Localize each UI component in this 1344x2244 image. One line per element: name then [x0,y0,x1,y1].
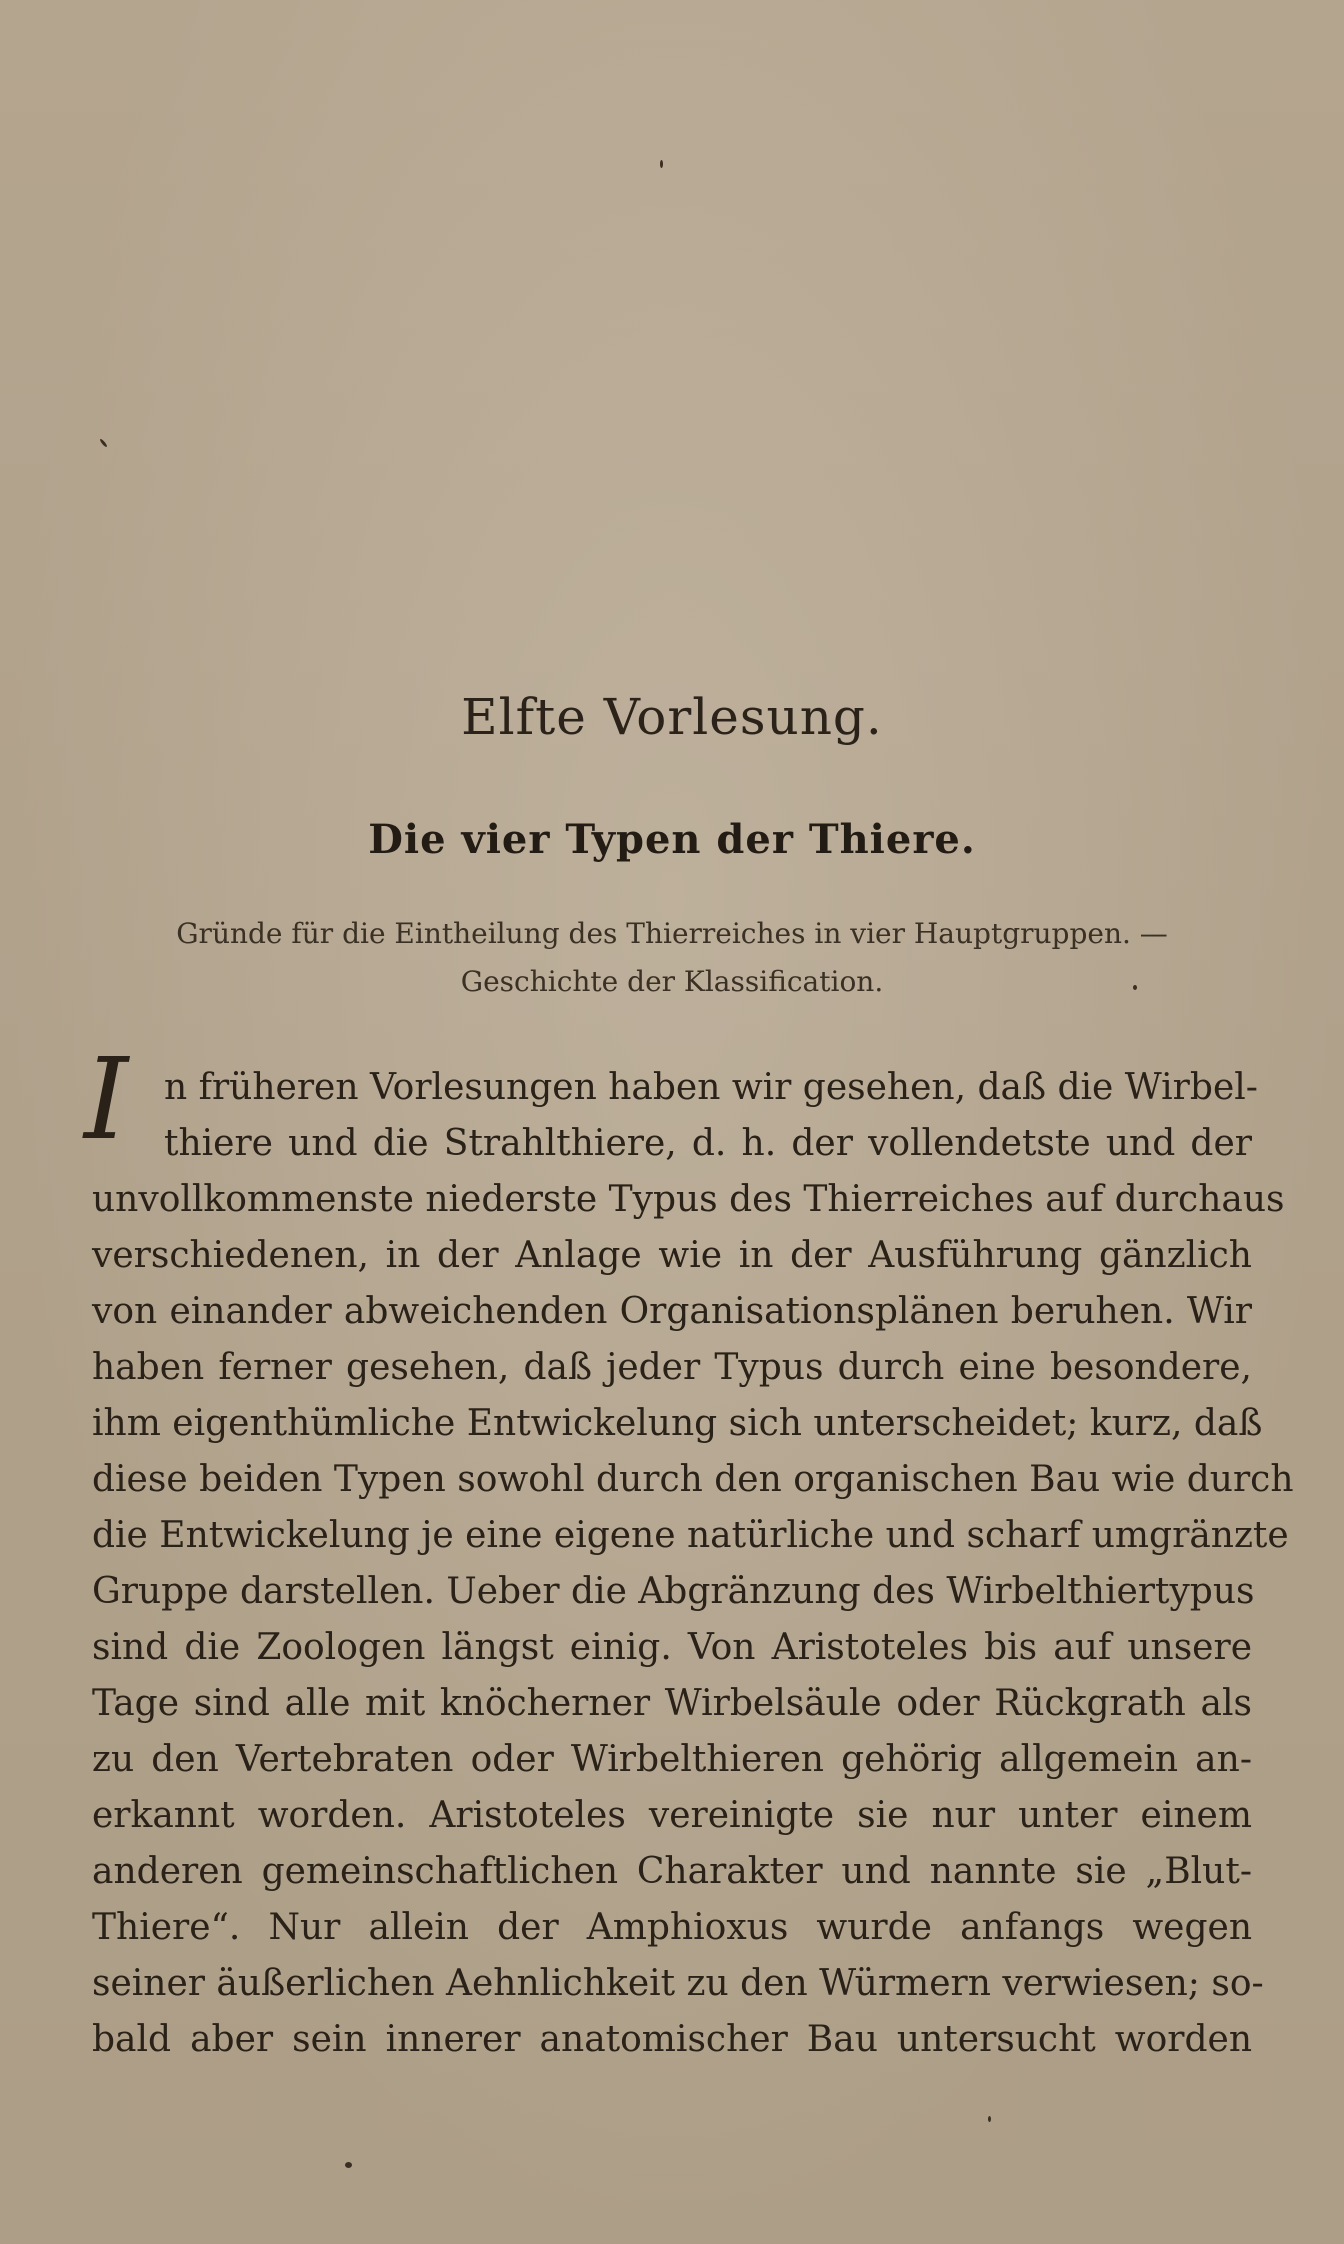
text-line: erkannt worden. Aristoteles vereinigte sie nur unter einem [92,1795,1252,1836]
text-line: n früheren Vorlesungen haben wir gesehen, daß die Wirbel- [164,1067,1258,1108]
drop-cap: I [84,1035,129,1165]
text-line: haben ferner gesehen, daß jeder Typus durch eine besondere, [92,1347,1252,1388]
text-line: zu den Vertebraten oder Wirbelthieren gehörig allgemein an- [92,1739,1252,1780]
text-line: die Entwickelung je eine eigene natürliche und scharf umgränzte [92,1515,1289,1556]
text-line: sind die Zoologen längst einig. Von Aristoteles bis auf unsere [92,1627,1252,1668]
text-line: ihm eigenthümliche Entwickelung sich unterscheidet; kurz, daß [92,1403,1263,1444]
chapter-summary [80,910,1264,1006]
lecture-title: Elfte Vorlesung. [461,688,883,746]
text-line: unvollkommenste niederste Typus des Thierreiches auf durchaus [92,1179,1285,1220]
summary-line: Geschichte der Klassification. [460,965,884,998]
paper-speck [660,160,663,168]
text-line: diese beiden Typen sowohl durch den organischen Bau wie durch [92,1459,1294,1500]
text-line: von einander abweichenden Organisationsplänen beruhen. Wir [92,1291,1252,1332]
paper-speck [99,438,108,448]
paper-speck [988,2116,991,2122]
text-line: thiere und die Strahlthiere, d. h. der vollendetste und der [164,1123,1252,1164]
text-line: Gruppe darstellen. Ueber die Abgränzung des Wirbelthiertypus [92,1571,1255,1612]
text-line: Tage sind alle mit knöcherner Wirbelsäule oder Rückgrath als [92,1683,1252,1724]
text-line: seiner äußerlichen Aehnlichkeit zu den Würmern verwiesen; so- [92,1963,1264,2004]
text-line: anderen gemeinschaftlichen Charakter und nannte sie „Blut- [92,1851,1252,1892]
summary-line: Gründe für die Eintheilung des Thierreiches in vier Hauptgruppen. — [176,917,1168,950]
chapter-title: Die vier Typen der Thiere. [368,816,976,863]
text-line: bald aber sein innerer anatomischer Bau untersucht worden [92,2019,1252,2060]
paper-speck [345,2162,352,2168]
text-line: Thiere“. Nur allein der Amphioxus wurde anfangs wegen [92,1907,1252,1948]
body-text [84,1035,1294,2068]
text-line: verschiedenen, in der Anlage wie in der Ausführung gänzlich [92,1235,1252,1276]
